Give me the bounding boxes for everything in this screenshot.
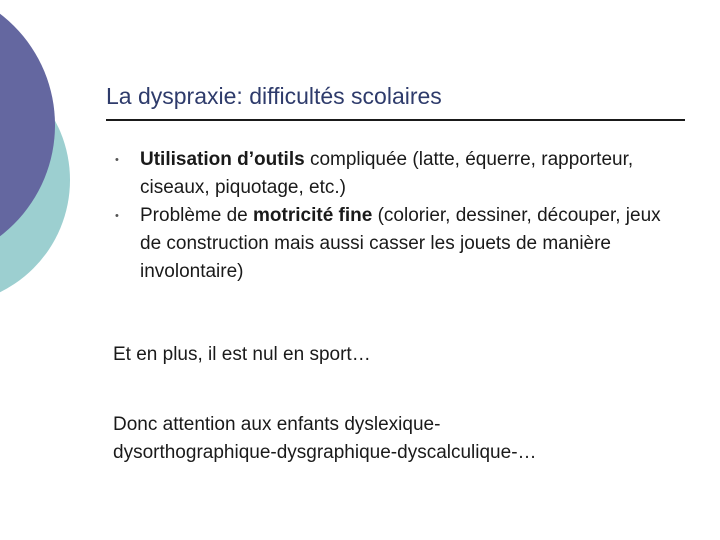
bullet-list xyxy=(110,146,670,286)
bullet-emphasis: Utilisation d’outils xyxy=(140,149,305,170)
bullet-dot-icon: • xyxy=(115,154,119,166)
paragraph-line: dysorthographique-dysgraphique-dyscalculique-… xyxy=(113,442,537,463)
bullet-text: compliquée (latte, équerre, rapporteur, ciseaux, piquotage, etc.) xyxy=(140,149,634,198)
bullet-emphasis: motricité fine xyxy=(253,205,373,226)
paragraph-attention xyxy=(113,411,693,467)
decorative-circles xyxy=(0,0,80,300)
title-underline xyxy=(106,119,685,121)
bullet-item-tools xyxy=(110,146,670,202)
paragraph-sport: Et en plus, il est nul en sport… xyxy=(113,344,371,365)
bullet-text: (colorier, dessiner, découper, jeux de construction mais aussi casser les jouets de manière involontaire) xyxy=(140,205,661,282)
paragraph-line: Donc attention aux enfants dyslexique- xyxy=(113,414,441,435)
slide-title: La dyspraxie: difficultés scolaires xyxy=(106,83,442,109)
bullet-item-fine-motor xyxy=(110,202,670,286)
bullet-dot-icon: • xyxy=(115,210,119,222)
bullet-lead-text: Problème de xyxy=(140,205,254,226)
